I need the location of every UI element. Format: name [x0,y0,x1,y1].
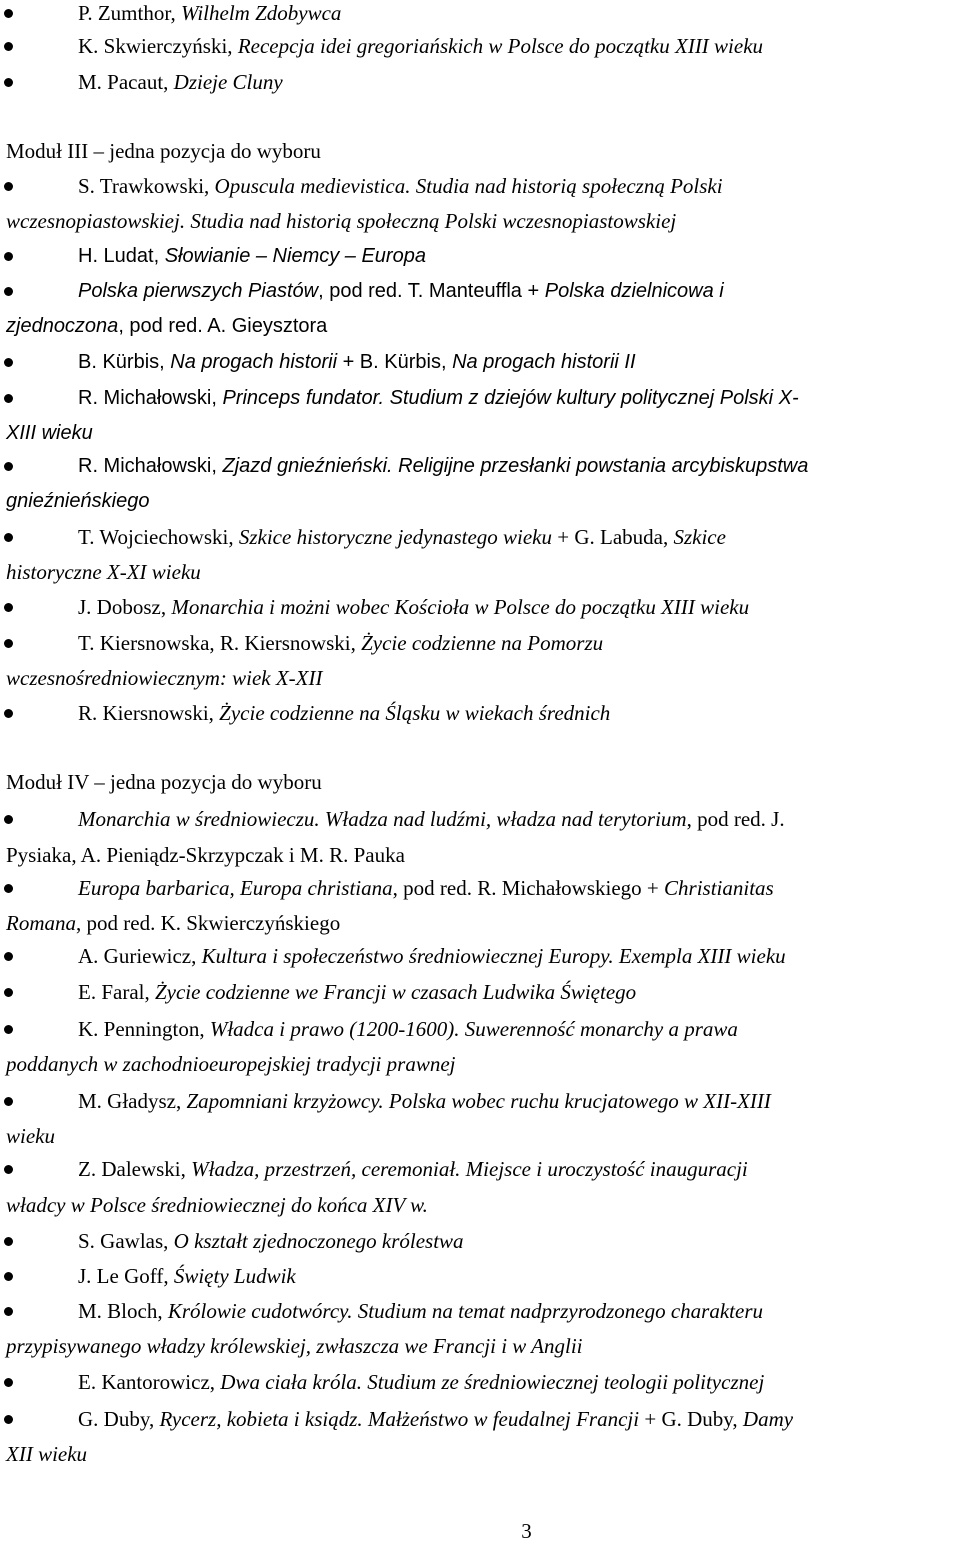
bibliography-entry [78,349,636,375]
entry-author-text: J. Le Goff, [78,1264,174,1288]
bibliography-entry-continuation [6,1192,428,1218]
entry-title-text: Princeps fundator. Studium z dziejów kultury politycznej Polski X- [222,387,799,409]
entry-author-text: H. Ludat, [78,245,165,267]
entry-title-text: Romana [6,911,76,935]
entry-title-text: Władza, przestrzeń, ceremoniał. Miejsce i uroczystość inauguracji [191,1157,748,1181]
bullet-icon [4,1415,13,1424]
entry-author-text: , pod red. J. [686,807,785,831]
bullet-icon [4,709,13,718]
entry-title-text: Życie codzienne na Śląsku w wiekach średnich [219,701,611,725]
bibliography-entry-continuation [6,665,322,691]
bullet-icon [4,9,13,18]
entry-title-text: Europa barbarica, Europa christiana [78,876,393,900]
bibliography-entry [78,806,785,832]
entry-title-text: Życie codzienne na Pomorzu [361,631,604,655]
entry-author-text: Z. Dalewski, [78,1157,192,1181]
bibliography-entry [78,1156,748,1182]
bibliography-entry [78,1228,464,1254]
bullet-icon [4,1378,13,1387]
entry-title-text: przypisywanego władzy królewskiej, zwłaszcza we Francji i w Anglii [6,1334,583,1358]
bibliography-entry [78,630,603,656]
bullet-icon [4,42,13,51]
bibliography-entry-continuation [6,910,340,936]
entry-title-text: Monarchia i możni wobec Kościoła w Polsce do początku XIII wieku [171,595,750,619]
entry-title-text: wczesnośredniowiecznym: wiek X-XII [6,666,323,690]
entry-author-text: M. Pacaut, [78,70,174,94]
entry-author-text: M. Bloch, [78,1299,168,1323]
bullet-icon [4,394,13,403]
entry-title-text: Polska dzielnicowa i [544,280,724,302]
entry-title-text: Na progach historii [170,351,338,373]
bibliography-entry-continuation [6,208,676,234]
bullet-icon [4,639,13,648]
bibliography-entry [78,33,763,59]
bibliography-entry [78,453,808,479]
entry-author-text: , pod red. K. Skwierczyńskiego [76,911,341,935]
entry-author-text: J. Dobosz, [78,595,172,619]
bibliography-entry [78,0,341,26]
bibliography-entry-continuation [6,488,149,514]
entry-author-text: , pod red. T. Manteuffla + [318,280,545,302]
bullet-icon [4,287,13,296]
bibliography-entry [78,524,726,550]
entry-title-text: poddanych w zachodnioeuropejskiej tradycji prawnej [6,1052,456,1076]
bibliography-entry-continuation [6,1441,87,1467]
entry-author-text: Pysiaka, A. Pieniądz-Skrzypczak i M. R. Pauka [6,843,405,867]
bullet-icon [4,1307,13,1316]
bullet-icon [4,1237,13,1246]
bibliography-entry-continuation [6,1123,55,1149]
entry-title-text: Recepcja idei gregoriańskich w Polsce do początku XIII wieku [237,34,764,58]
bibliography-entry [78,594,749,620]
bibliography-entry [78,1263,296,1289]
bibliography-entry-continuation [6,420,93,446]
entry-author-text: E. Faral, [78,980,155,1004]
bullet-icon [4,1025,13,1034]
bullet-icon [4,815,13,824]
section-heading: Moduł IV – jedna pozycja do wyboru [6,770,322,794]
entry-title-text: Polska pierwszych Piastów [78,280,319,302]
entry-author-text: T. Kiersnowska, R. Kiersnowski, [78,631,362,655]
entry-author-text: R. Michałowski, [78,455,223,477]
entry-title-text: Szkice [673,525,726,549]
bibliography-entry [78,1298,763,1324]
entry-author-text: P. Zumthor, [78,1,182,25]
entry-title-text: Słowianie – Niemcy – Europa [164,245,426,267]
entry-title-text: Damy [742,1407,794,1431]
entry-author-text: G. Duby, [78,1407,160,1431]
entry-title-text: Władca i prawo (1200-1600). Suwerenność monarchy a prawa [209,1017,738,1041]
bibliography-entry [78,278,724,304]
entry-title-text: zjednoczona [6,315,119,337]
bullet-icon [4,252,13,261]
entry-author-text: , pod red. R. Michałowskiego + [392,876,665,900]
bibliography-entry [78,1016,738,1042]
bullet-icon [4,988,13,997]
entry-author-text: B. Kürbis, [78,351,171,373]
entry-title-text: Dwa ciała króla. Studium ze średniowiecznej teologii politycznej [220,1370,765,1394]
entry-title-text: wczesnopiastowskiej. Studia nad historią społeczną Polski wczesnopiastowskiej [6,209,677,233]
entry-author-text: + B. Kürbis, [337,351,453,373]
bibliography-entry-continuation [6,1333,583,1359]
entry-author-text: S. Gawlas, [78,1229,174,1253]
bullet-icon [4,1165,13,1174]
bibliography-entry [78,243,426,269]
entry-title-text: gnieźnieńskiego [6,490,150,512]
bibliography-entry [78,943,786,969]
entry-title-text: Wilhelm Zdobywca [181,1,342,25]
entry-title-text: Dzieje Cluny [173,70,283,94]
entry-title-text: wieku [6,1124,55,1148]
entry-author-text: S. Trawkowski, [78,174,215,198]
entry-author-text: K. Skwierczyński, [78,34,238,58]
entry-author-text: M. Gładysz, [78,1089,187,1113]
bibliography-entry [78,385,799,411]
entry-title-text: Opuscula medievistica. Studia nad historią społeczną Polski [214,174,723,198]
bibliography-entry-continuation [6,1051,455,1077]
page-number: 3 [521,1519,532,1543]
entry-title-text: Kultura i społeczeństwo średniowiecznej Europy. Exempla XIII wieku [201,944,786,968]
bibliography-entry [78,875,774,901]
bibliography-entry [78,1088,771,1114]
entry-author-text: E. Kantorowicz, [78,1370,221,1394]
bullet-icon [4,78,13,87]
entry-title-text: XII wieku [6,1442,88,1466]
entry-title-text: Rycerz, kobieta i ksiądz. Małżeństwo w feudalnej Francji [159,1407,640,1431]
entry-title-text: władcy w Polsce średniowiecznej do końca XIV w. [6,1193,428,1217]
entry-author-text: R. Michałowski, [78,387,223,409]
entry-title-text: XIII wieku [6,422,93,444]
bibliography-entry [78,69,283,95]
bullet-icon [4,952,13,961]
bullet-icon [4,603,13,612]
entry-title-text: Święty Ludwik [173,1264,296,1288]
bullet-icon [4,1097,13,1106]
entry-title-text: historyczne X-XI wieku [6,560,201,584]
entry-title-text: Zapomniani krzyżowcy. Polska wobec ruchu krucjatowego w XII-XIII [186,1089,771,1113]
bullet-icon [4,533,13,542]
entry-author-text: R. Kiersnowski, [78,701,220,725]
entry-author-text: , pod red. A. Gieysztora [118,315,328,337]
bibliography-entry [78,1406,793,1432]
section-heading: Moduł III – jedna pozycja do wyboru [6,139,321,163]
entry-title-text: Monarchia w średniowieczu. Władza nad ludźmi, władza nad terytorium [78,807,687,831]
bullet-icon [4,358,13,367]
entry-author-text: A. Guriewicz, [78,944,202,968]
bullet-icon [4,1272,13,1281]
bibliography-entry [78,1369,764,1395]
entry-title-text: Szkice historyczne jedynastego wieku [238,525,552,549]
bibliography-entry [78,979,636,1005]
bullet-icon [4,182,13,191]
entry-title-text: Życie codzienne we Francji w czasach Ludwika Świętego [154,980,637,1004]
bibliography-entry [78,700,610,726]
entry-author-text: + G. Labuda, [552,525,674,549]
bibliography-entry-continuation [6,313,327,339]
bullet-icon [4,884,13,893]
entry-title-text: Christianitas [664,876,774,900]
entry-title-text: Na progach historii II [452,351,636,373]
entry-author-text: T. Wojciechowski, [78,525,239,549]
bibliography-entry-continuation [6,559,201,585]
entry-author-text: + G. Duby, [639,1407,743,1431]
bibliography-entry-continuation [6,842,405,868]
entry-title-text: Królowie cudotwórcy. Studium na temat nadprzyrodzonego charakteru [167,1299,763,1323]
bullet-icon [4,462,13,471]
entry-title-text: O kształt zjednoczonego królestwa [173,1229,464,1253]
entry-title-text: Zjazd gnieźnieński. Religijne przesłanki powstania arcybiskupstwa [222,455,809,477]
bibliography-entry [78,173,723,199]
entry-author-text: K. Pennington, [78,1017,210,1041]
